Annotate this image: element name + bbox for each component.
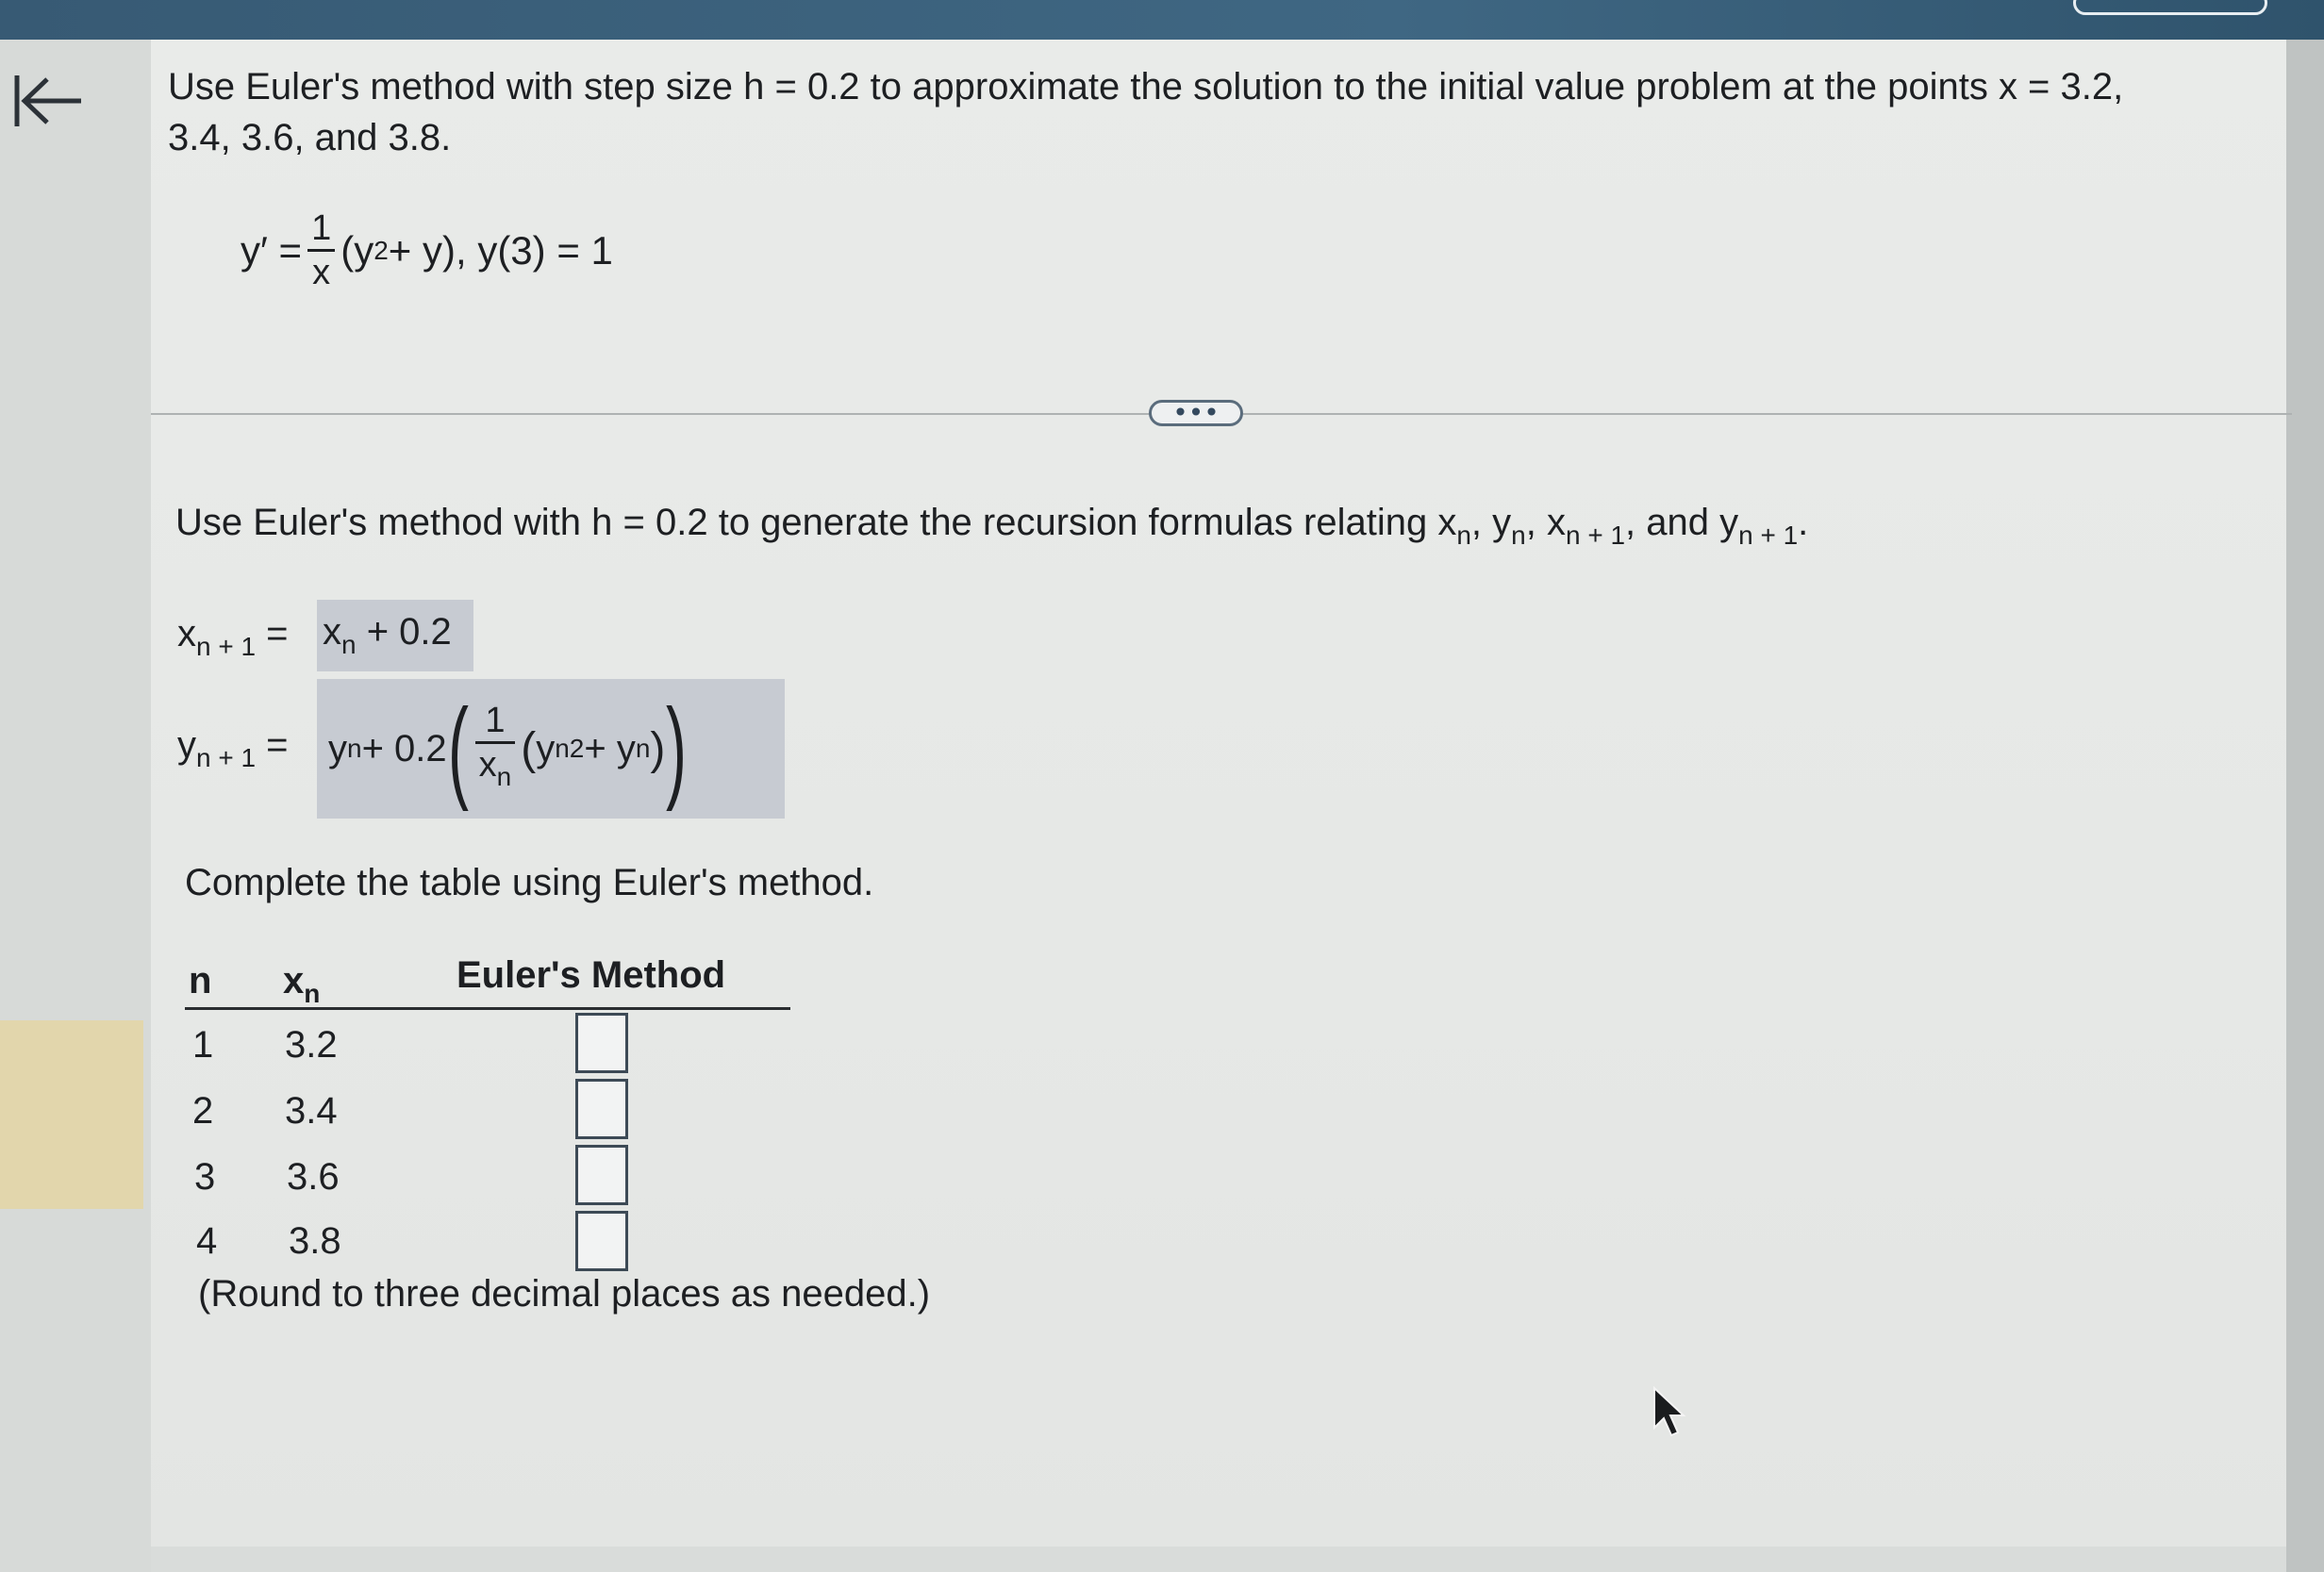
- ode-power: 2: [374, 235, 389, 265]
- row3-n: 3: [194, 1156, 216, 1198]
- row1-n: 1: [192, 1024, 214, 1066]
- sep: ,: [1470, 502, 1493, 543]
- var-yn: y: [1492, 502, 1512, 543]
- y-rhs: y: [328, 727, 347, 769]
- row4-n: 4: [196, 1220, 218, 1262]
- instruction-text: Use Euler's method with h = 0.2 to generate the recursion formulas relating: [175, 502, 1438, 543]
- y-rhs-mid: + 0.2: [361, 727, 447, 769]
- header-xn: [283, 960, 320, 1009]
- y-recursion-label: [177, 724, 289, 773]
- ode-term-tail: + y): [388, 227, 456, 273]
- x-recursion-formula: [323, 611, 452, 660]
- inner-plus-sub: n: [635, 734, 651, 763]
- inner-plus: + y: [584, 727, 636, 769]
- y-frac-num: 1: [485, 701, 506, 740]
- ode-term: (y: [340, 227, 374, 273]
- ode-initial-condition: , y(3) = 1: [455, 227, 613, 273]
- ode-lhs: y′ =: [241, 227, 303, 273]
- var-yn1-sub: n + 1: [1738, 521, 1799, 550]
- row3-x: 3.6: [287, 1156, 340, 1198]
- y-rhs-sub: n: [347, 734, 362, 763]
- equals: =: [256, 613, 289, 654]
- row2-answer-input[interactable]: [575, 1079, 628, 1139]
- inner-y-sub: n: [555, 734, 570, 763]
- row1-answer-input[interactable]: [575, 1013, 628, 1073]
- var-xn1: x: [1546, 502, 1566, 543]
- x-lhs-sub: n + 1: [196, 632, 257, 661]
- row2-n: 2: [192, 1090, 214, 1132]
- x-recursion-label: [177, 613, 289, 662]
- problem-text-line2: 3.4, 3.6, and 3.8.: [168, 117, 452, 158]
- x-lhs: x: [177, 613, 196, 654]
- right-edge: [2286, 40, 2324, 1572]
- differential-equation: [241, 207, 613, 293]
- row1-x: 3.2: [285, 1024, 338, 1066]
- row2-x: 3.4: [285, 1090, 338, 1132]
- right-paren: ): [666, 686, 688, 812]
- row4-answer-input[interactable]: [575, 1211, 628, 1271]
- var-yn1: y: [1719, 502, 1739, 543]
- x-rhs: x: [323, 611, 341, 653]
- y-fraction: [475, 700, 516, 798]
- rounding-note: (Round to three decimal places as needed.): [198, 1273, 931, 1315]
- y-lhs-sub: n + 1: [196, 743, 257, 772]
- sep: ,: [1525, 502, 1547, 543]
- ode-fraction: [307, 207, 335, 293]
- x-rhs-sub: n: [341, 630, 357, 659]
- y-frac-den-sub: n: [496, 762, 512, 791]
- var-yn-sub: n: [1511, 521, 1526, 550]
- table-prompt: Complete the table using Euler's method.: [185, 862, 874, 903]
- var-xn: x: [1437, 502, 1457, 543]
- var-xn-sub: n: [1456, 521, 1471, 550]
- mouse-pointer-icon: [1652, 1386, 1690, 1444]
- ode-frac-num: 1: [311, 208, 332, 248]
- recursion-instruction: [175, 502, 1808, 551]
- left-panel: [0, 40, 153, 1572]
- y-frac-den: [475, 744, 516, 798]
- period: .: [1798, 502, 1809, 543]
- y-recursion-formula: [328, 687, 688, 811]
- inner-left-paren: (: [521, 723, 537, 774]
- var-xn1-sub: n + 1: [1565, 521, 1626, 550]
- problem-text-line1: Use Euler's method with step size h = 0.2 to approximate the solution to the initial value problem at the points x = 3.2,: [168, 66, 2124, 108]
- header-x-sub: n: [304, 979, 321, 1008]
- x-rhs-tail: + 0.2: [356, 611, 452, 653]
- header-rule: [185, 1007, 790, 1010]
- y-frac-den-var: x: [478, 745, 497, 785]
- more-button[interactable]: •••: [1149, 400, 1243, 426]
- header-n: n: [189, 960, 212, 1001]
- ode-frac-den: x: [312, 253, 331, 292]
- row3-answer-input[interactable]: [575, 1145, 628, 1205]
- equals: =: [256, 724, 289, 766]
- bottom-edge: [151, 1547, 2286, 1572]
- y-lhs: y: [177, 724, 196, 766]
- header-euler-method: Euler's Method: [456, 954, 726, 996]
- header-x: x: [283, 960, 305, 1001]
- left-highlight-band: [0, 1020, 143, 1209]
- inner-right-paren: ): [650, 723, 666, 774]
- sep: , and: [1625, 502, 1720, 543]
- row4-x: 3.8: [289, 1220, 341, 1262]
- top-bar: [0, 0, 2324, 40]
- inner-y: y: [536, 727, 556, 769]
- back-arrow-icon[interactable]: [8, 68, 92, 153]
- top-pill-control[interactable]: [2073, 0, 2267, 15]
- inner-power: 2: [569, 734, 585, 763]
- left-paren: (: [447, 686, 469, 812]
